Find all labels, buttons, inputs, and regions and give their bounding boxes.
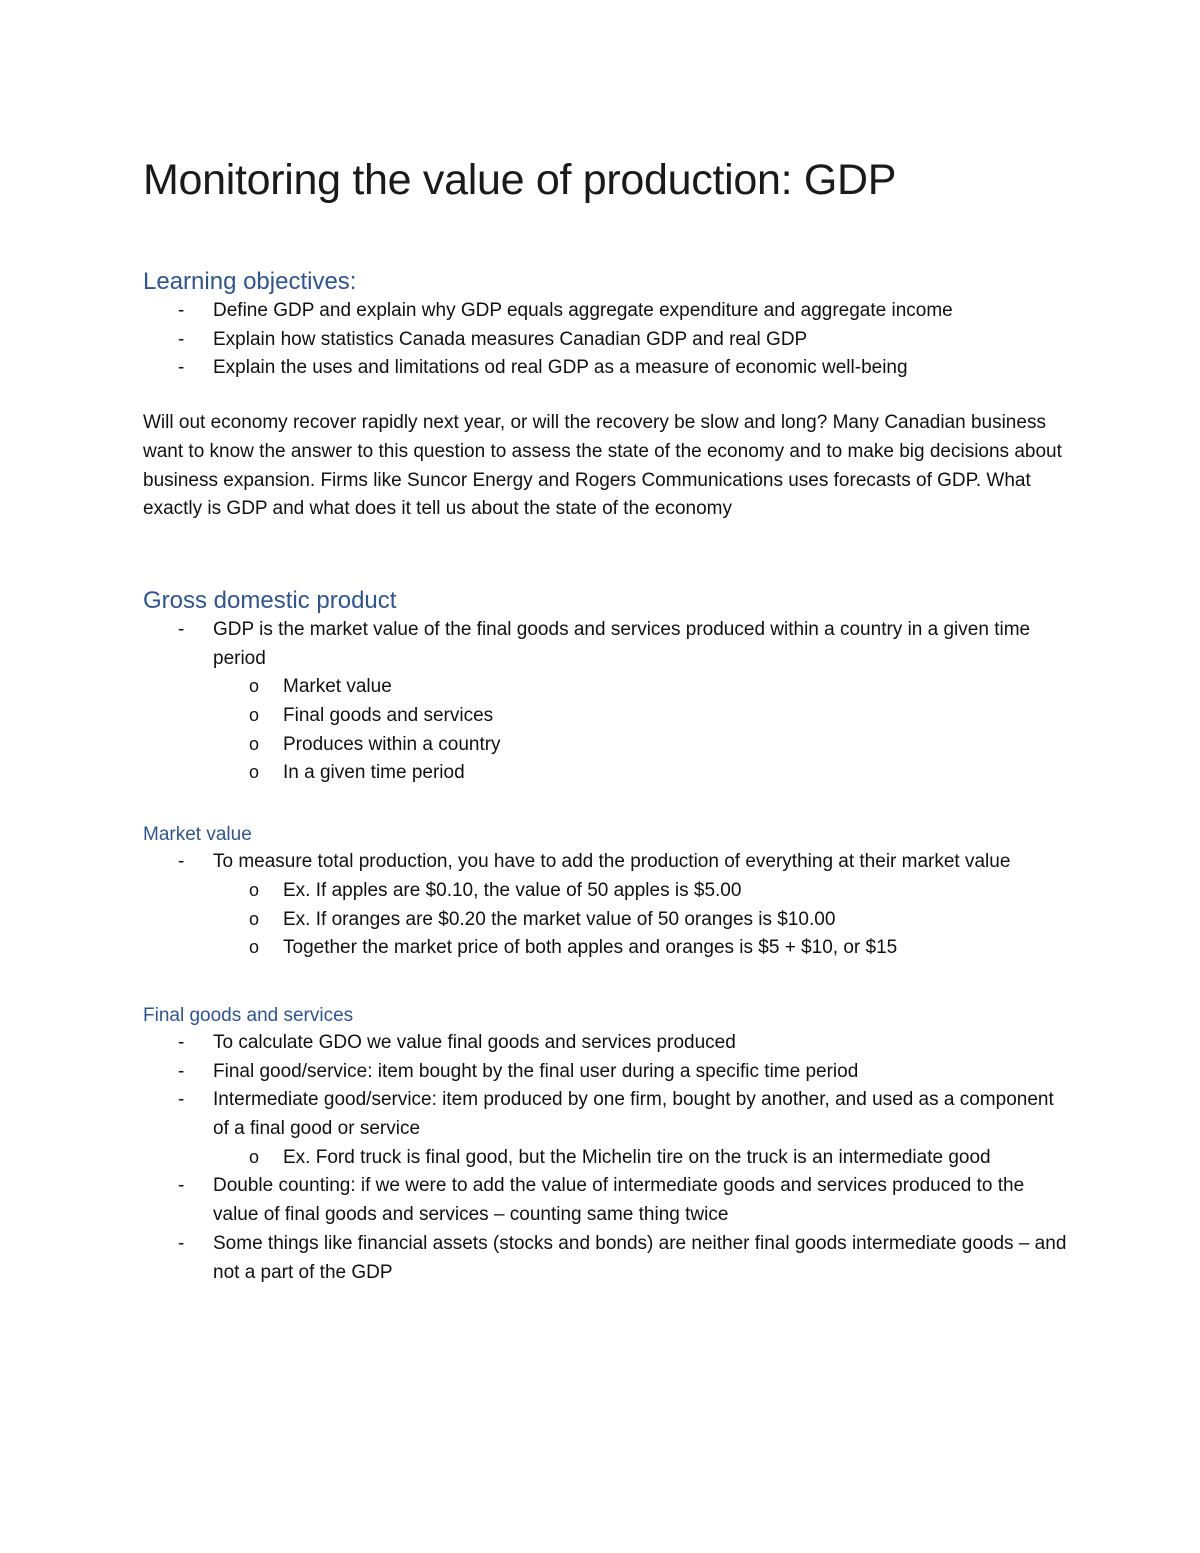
market-value-sublist: [213, 877, 1068, 963]
sublist-item: [213, 1144, 1068, 1173]
gdp-sublist: [213, 673, 1068, 788]
sublist-item-text: Ex. If oranges are $0.20 the market value of 50 oranges is $10.00: [283, 908, 836, 930]
list-item-text: Some things like financial assets (stocks and bonds) are neither final goods intermediate goods – and not a part of the GDP: [213, 1232, 1067, 1283]
list-item-text: Intermediate good/service: item produced by one firm, bought by another, and used as a component of a final good or service: [213, 1089, 1054, 1140]
sublist-item-text: Together the market price of both apples and oranges is $5 + $10, or $15: [283, 937, 898, 959]
document-page: [143, 150, 1068, 1287]
list-item-text: Explain how statistics Canada measures Canadian GDP and real GDP: [213, 328, 808, 350]
list-item-text: GDP is the market value of the final goods and services produced within a country in a given time period: [213, 618, 1031, 669]
list-item-text: To calculate GDO we value final goods and services produced: [213, 1031, 736, 1053]
circle-bullet: o: [249, 676, 260, 697]
list-item: [143, 848, 1068, 963]
sublist-item-text: Ex. Ford truck is final good, but the Michelin tire on the truck is an intermediate good: [283, 1146, 991, 1168]
learning-objectives-list: [143, 297, 1068, 383]
dash-bullet: -: [178, 300, 185, 321]
dash-bullet: -: [178, 1089, 185, 1111]
circle-bullet: o: [249, 1146, 260, 1167]
list-item-text: Final good/service: item bought by the final user during a specific time period: [213, 1060, 859, 1082]
list-item: [143, 1230, 1068, 1287]
final-goods-list: [143, 1029, 1068, 1287]
list-item: [143, 1086, 1068, 1172]
sublist-item: [213, 934, 1068, 963]
circle-bullet: o: [249, 908, 260, 929]
list-item: [143, 354, 1068, 383]
dash-bullet: -: [178, 1060, 185, 1082]
circle-bullet: o: [249, 762, 260, 783]
market-value-list: [143, 848, 1068, 963]
intro-paragraph: Will out economy recover rapidly next year, or will the recovery be slow and long? Many Canadian business want to know the answer to this question to assess the state of the economy and to make big decisions about business expansion. Firms like Suncor Energy and Rogers Communications uses forecasts of GDP. What exactly is GDP and what does it tell us about the state of the economy: [143, 412, 1062, 520]
list-item-text: Explain the uses and limitations od real GDP as a measure of economic well-being: [213, 357, 908, 379]
list-item: [143, 297, 1068, 326]
gdp-heading: Gross domestic product: [143, 586, 397, 614]
sublist-item: [213, 906, 1068, 935]
sublist-item-text: Final goods and services: [283, 705, 494, 727]
dash-bullet: -: [178, 1232, 185, 1254]
sublist-item: [213, 673, 1068, 702]
final-goods-sublist: [213, 1144, 1068, 1173]
dash-bullet: -: [178, 618, 185, 640]
sublist-item: [213, 731, 1068, 760]
sublist-item-text: Market value: [283, 676, 392, 698]
sublist-item-text: Produces within a country: [283, 733, 501, 755]
dash-bullet: -: [178, 1031, 185, 1053]
list-item-text: Define GDP and explain why GDP equals aggregate expenditure and aggregate income: [213, 300, 953, 321]
list-item: [143, 326, 1068, 355]
final-goods-heading: Final goods and services: [143, 1004, 354, 1026]
learning-objectives-heading: Learning objectives:: [143, 268, 357, 295]
document-title: Monitoring the value of production: GDP: [143, 156, 897, 204]
dash-bullet: -: [178, 357, 185, 379]
circle-bullet: o: [249, 879, 260, 900]
circle-bullet: o: [249, 705, 260, 726]
list-item: [143, 1029, 1068, 1058]
market-value-heading: Market value: [143, 824, 252, 846]
sublist-item: [213, 759, 1068, 788]
circle-bullet: o: [249, 937, 260, 958]
dash-bullet: -: [178, 851, 185, 873]
gdp-list: [143, 616, 1068, 788]
circle-bullet: o: [249, 733, 260, 754]
sublist-item: [213, 702, 1068, 731]
dash-bullet: -: [178, 328, 185, 350]
dash-bullet: -: [178, 1175, 185, 1197]
list-item: [143, 1058, 1068, 1087]
sublist-item-text: Ex. If apples are $0.10, the value of 50 apples is $5.00: [283, 879, 742, 901]
list-item-text: To measure total production, you have to add the production of everything at their market value: [213, 851, 1011, 873]
list-item: [143, 616, 1068, 788]
sublist-item: [213, 877, 1068, 906]
sublist-item-text: In a given time period: [283, 762, 465, 784]
list-item-text: Double counting: if we were to add the value of intermediate goods and services produced to the value of final goods and services – counting same thing twice: [213, 1175, 1025, 1226]
list-item: [143, 1172, 1068, 1229]
